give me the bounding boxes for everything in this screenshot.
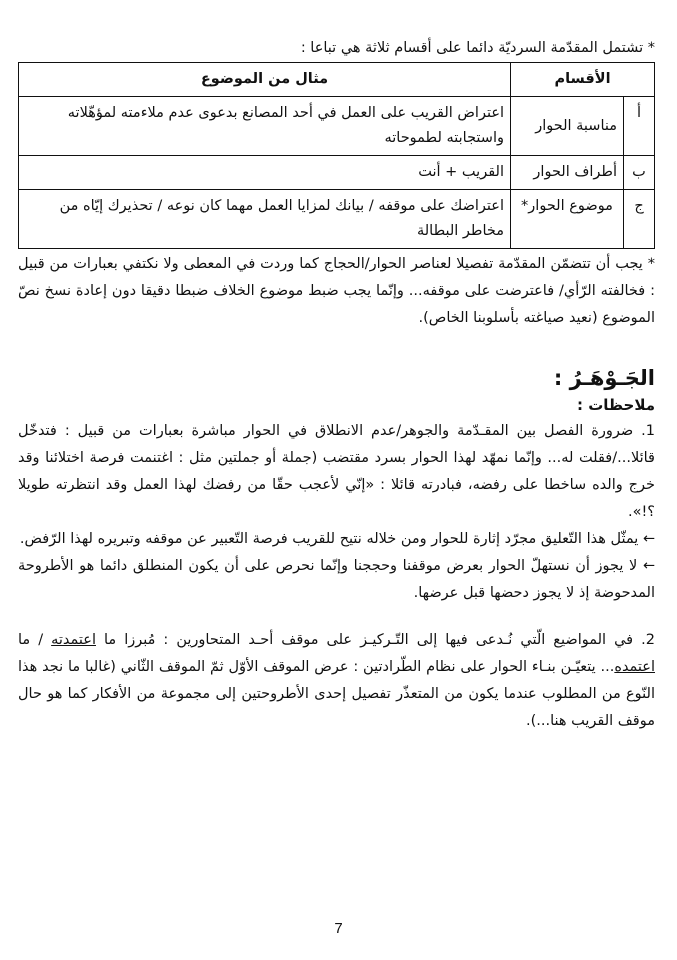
core-heading: الجَـوْهَـرُ : — [553, 366, 655, 390]
rule-paragraph: * يجب أن تتضمّن المقدّمة تفصيلا لعناصر الحوار/الحجاج كما وردت في المعطى ولا نكتفي بعبارات من قبيل : فخالفته الرّأي/ فاعترضت على موقفه... وإنّما يجب ضبط موضوع الخلاف ضبطا دقيقا دون إعادة نسخ نصّ الموضوع (نعيد صياغته بأسلوبنا الخاص). — [18, 256, 655, 326]
note-2-mid: / ما — [18, 632, 52, 648]
row-letter: أ — [624, 97, 655, 156]
intro-line: * تشتمل المقدّمة السرديّة دائما على أقسام ثلاثة هي تباعا : — [300, 40, 655, 56]
row-letter: ب — [624, 156, 655, 190]
row-example: اعتراضك على موقفه / بيانك لمزايا العمل مهما كان نوعه / تحذيرك إيّاه من مخاطر البطالة — [19, 190, 511, 249]
sections-table — [18, 62, 655, 249]
note-2-underlined-1: اعتمدته — [51, 632, 96, 648]
note-2-end: ... يتعيّـن بنـاء الحوار على نظام الطّرادتين : عرض الموقف الأوّل ثمّ الموقف الثّاني (غالبا ما نجد هذا النّوع من المطلوب عندما يكون من المتعذّر تفصيل إحدى الأطروحتين إلى مجموعة من الأفكار كما هو حال موقف القريب هنا...). — [18, 659, 655, 729]
document-page — [18, 10, 655, 960]
table-row — [19, 156, 655, 190]
table-header-row — [19, 63, 655, 97]
note-2 — [18, 627, 655, 735]
note-1-comment-b: ← لا يجوز أن نستهلّ الحوار بعرض موقفنا وحججنا وإنّما نحرص على أن يكون المنطلق دائما هو الأطروحة المدحوضة إذ لا يجوز دحضها قبل عرضها. — [18, 558, 655, 601]
table-row — [19, 190, 655, 249]
header-example: مثال من الموضوع — [19, 63, 511, 97]
row-section: مناسبة الحوار — [511, 97, 624, 156]
row-example: اعتراض القريب على العمل في أحد المصانع بدعوى عدم ملاءمته لمؤهّلاته واستجابته لطموحاته — [19, 97, 511, 156]
note-1: 1. ضرورة الفصل بين المقـدّمة والجوهر/عدم الانطلاق في الحوار مباشرة بعبارات من قبيل : فتدخّل قائلا.../فقلت له... وإنّما نمهّد لهذا الحوار بسرد مقتضب (جملة أو جملتين مثل : اغتنمت فرصة اختلائنا وقد خرج والده ساخطا على رفضه، فبادرته قائلا : «إنّي لأعجب حقّا من رفضك لهذا العمل وقد انتظرته طويلا ؟!». — [18, 423, 655, 520]
row-section: أطراف الحوار — [511, 156, 624, 190]
row-letter: ج — [624, 190, 655, 249]
note-1-comment-a: ← يمثّل هذا التّعليق مجرّد إثارة للحوار ومن خلاله نتيح للقريب فرصة التّعبير عن موقفه وتبريره لهذا الرّفض. — [19, 531, 655, 547]
note-2-underlined-2: اعتمده — [614, 659, 655, 675]
row-example: القريب + أنت — [19, 156, 511, 190]
header-sections: الأقسام — [511, 63, 655, 97]
notes-heading: ملاحظات : — [576, 396, 655, 414]
table-row — [19, 97, 655, 156]
row-section: موضوع الحوار* — [511, 190, 624, 249]
page-number: 7 — [334, 920, 343, 937]
spacer — [18, 607, 655, 627]
note-2-start: 2. في المواضيع الّتي نُـدعى فيها إلى التّـركيـز على موقف أحـد المتحاورين : مُبرزا ما — [95, 632, 655, 648]
